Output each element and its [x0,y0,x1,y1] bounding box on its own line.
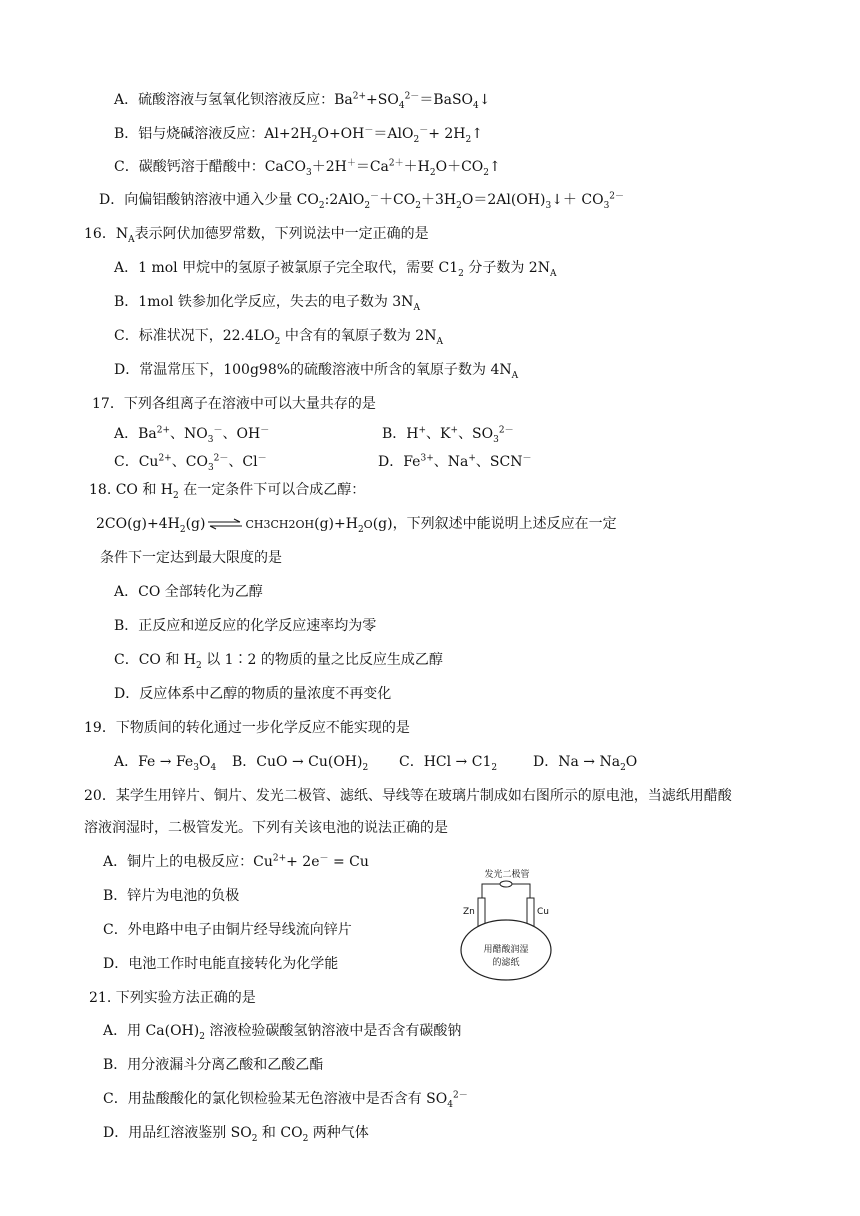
q15-option-d: D．向偏铝酸钠溶液中通入少量 $CO_2:2AlO_2^-+CO_2+3H_2O=2Al(OH)_3↓+ CO_3^{2-}$ [99,191,625,211]
q18-equation: $2CO(g)+4H_2(g)$ $CH3CH2OH(g)+H_2O(g)$，下列叙述中能说明上述反应在一定 [96,516,617,535]
q17-stem: 17．下列各组离子在溶液中可以大量共存的是 [92,396,376,412]
q18-option-c: C．CO 和 $H_2$ 以 1∶2 的物质的量之比反应生成乙醇 [114,652,443,671]
filter-paper-label-2: 的滤纸 [492,958,520,968]
q16-option-b: B．1mol 铁参加化学反应，失去的电子数为 $3N_A$ [114,294,420,313]
q18-stem-cont: 条件下一定达到最大限度的是 [100,550,282,566]
q16-option-a: A．1 mol 甲烷中的氢原子被氯原子完全取代，需要 $C1_2$ 分子数为 $2N_A$ [114,260,557,279]
reversible-arrow-icon [207,518,243,530]
q21-option-d: D．用品红溶液鉴别 $SO_2$ 和 $CO_2$ 两种气体 [103,1125,369,1144]
filter-paper-label-1: 用醋酸润湿 [483,945,529,955]
q15-option-c: C．碳酸钙溶于醋酸中：$CaCO_3+2H^+=Ca^{2+}+H_2O+CO_2↑$ [114,158,501,178]
q21-option-a: A．用 $Ca(OH)_2$ 溶液检验碳酸氢钠溶液中是否含有碳酸钠 [103,1023,462,1042]
q21-option-b: B．用分液漏斗分离乙酸和乙酸乙酯 [103,1057,324,1073]
q19-option-a: A．$Fe \to Fe_3O_4$ [114,754,217,773]
q17-option-a: A．$Ba^{2+}$、$NO_3^-$、OH－ [114,425,270,445]
q17-option-d: D．$Fe^{3+}$、Na+、SCN－ [378,453,532,470]
q16-stem: 16．$N_A$表示阿伏加德罗常数，下列说法中一定正确的是 [84,226,429,245]
q21-stem: 21. 下列实验方法正确的是 [89,990,256,1006]
q16-option-c: C．标准状况下，$22.4LO_2$ 中含有的氧原子数为 $2N_A$ [114,328,443,347]
copper-label: Cu [537,907,549,917]
q19-stem: 19．下物质间的转化通过一步化学反应不能实现的是 [84,720,410,736]
zinc-label: Zn [463,907,475,917]
q20-stem-line1: 20．某学生用锌片、铜片、发光二极管、滤纸、导线等在玻璃片制成如右图所示的原电池，当滤纸用醋酸 [84,788,732,804]
q19-option-c: C．HCl → $C1_2$ [399,754,498,773]
q15-option-a: A．硫酸溶液与氢氧化钡溶液反应：$Ba^{2+}+SO_4^{2-}=BaSO_4↓$ [114,91,491,111]
led-label: 发光二极管 [484,870,530,880]
q21-option-c: C．用盐酸酸化的氯化钡检验某无色溶液中是否含有 $SO_4^{2-}$ [103,1090,468,1110]
galvanic-cell-diagram [450,866,560,986]
q20-option-a: A．铜片上的电极反应：$Cu^{2+}+ 2e^- = Cu$ [103,853,369,870]
q19-option-d: D．$Na \to Na_2O$ [533,754,638,773]
q17-option-c: C．$Cu^{2+}$、$CO_3^{2-}$、Cl－ [114,453,267,473]
q16-option-d: D．常温常压下，100g98%的硫酸溶液中所含的氧原子数为 $4N_A$ [114,362,519,381]
q18-stem: 18. CO 和 $H_2$ 在一定条件下可以合成乙醇： [89,482,366,501]
led-icon [500,881,512,887]
q20-option-d: D．电池工作时电能直接转化为化学能 [103,956,339,972]
q17-option-b: B．H+、K+、$SO_3^{2-}$ [382,425,514,445]
q15-option-b: B．铝与烧碱溶液反应：$Al+2H_2O+OH^-=AlO_2^-+$ $2H_2↑$ [114,125,483,145]
q20-option-b: B．锌片为电池的负极 [103,888,240,904]
q19-option-b: B．CuO → $Cu(OH)_2$ [232,754,369,773]
q20-stem-line2: 溶液润湿时，二极管发光。下列有关该电池的说法正确的是 [84,820,448,836]
q18-option-d: D．反应体系中乙醇的物质的量浓度不再变化 [114,686,392,702]
q18-option-b: B．正反应和逆反应的化学反应速率均为零 [114,618,377,634]
q20-option-c: C．外电路中电子由铜片经导线流向锌片 [103,922,352,938]
q18-option-a: A．CO 全部转化为乙醇 [114,584,263,600]
